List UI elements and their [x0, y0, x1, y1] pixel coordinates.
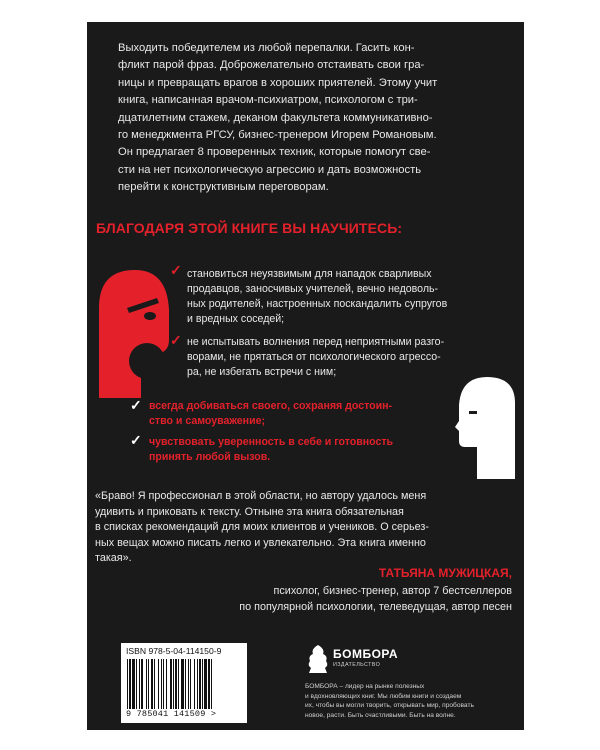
publisher-line: их, чтобы вы могли творить, открывать мир, пробовать [305, 702, 474, 710]
author-description [239, 584, 512, 615]
bombora-logo-icon [305, 644, 331, 674]
quote-line: такая». [95, 552, 132, 565]
calm-head-illustration [455, 375, 517, 479]
benefit-line: чувствовать уверенность в себе и готовность [149, 436, 394, 448]
publisher-line: БОМБОРА – лидер на рынке полезных [305, 683, 425, 690]
benefit-item [187, 267, 447, 327]
intro-line: го менеджмента РГСУ, бизнес-тренером Игорем Романовым. [118, 129, 437, 142]
quote-line: в списках рекомендаций для моих клиентов и учеников. О серьез- [95, 521, 429, 534]
benefit-line: всегда добиваться своего, сохраняя достоин- [149, 400, 393, 412]
angry-head-illustration [97, 268, 172, 398]
isbn-label: ISBN 978-5-04-114150-9 [126, 646, 222, 656]
barcode-number: 9 785041 141509 > [126, 709, 217, 719]
intro-line: ницы и превращать врагов в хороших приятелей. Этому учит [118, 76, 438, 89]
benefit-item [187, 335, 444, 380]
intro-line: книга, написанная врачом-психиатром, психологом с три- [118, 94, 418, 107]
publisher-name: БОМБОРА [333, 647, 399, 661]
publisher-line: новое, расти. Быть счастливыми. Быть на волне. [305, 711, 456, 719]
intro-line: перейти к конструктивным переговорам. [118, 181, 329, 194]
intro-line: фликт парой фраз. Доброжелательно отстаивать свои гра- [118, 59, 425, 72]
benefit-line: и вредных соседей; [187, 313, 285, 325]
intro-line: Выходить победителем из любой перепалки. Гасить кон- [118, 42, 415, 54]
intro-line: сти на нет психологическую агрессию и дать возможность [118, 163, 422, 176]
check-icon: ✓ [130, 432, 142, 448]
quote-line: ных вещах можно писать легко и увлекательно. Эта книга именно [95, 536, 426, 549]
publisher-description [305, 682, 515, 720]
benefit-line: становиться неуязвимым для нападок сварливых [187, 268, 432, 280]
check-icon: ✓ [170, 332, 182, 348]
barcode [121, 643, 247, 723]
quote-line: удивить и приковать к тексту. Отныне эта книга обязательная [95, 505, 404, 518]
quote-line: «Браво! Я профессионал в этой области, но автору удалось меня [95, 490, 427, 502]
check-icon: ✓ [170, 262, 182, 278]
check-icon: ✓ [130, 397, 142, 413]
benefit-line: ных родителей, настроенных поскандалить супругов [187, 298, 448, 310]
intro-line: дцатилетним стажем, деканом факультета коммуникативно- [118, 111, 433, 124]
author-desc-line: по популярной психологии, телеведущая, автор песен [239, 600, 512, 613]
quote-author: ТАТЬЯНА МУЖИЦКАЯ, [378, 566, 512, 580]
intro-line: Он предлагает 8 проверенных техник, которые помогут све- [118, 146, 431, 159]
benefit-line: не испытывать волнения перед неприятными разго- [187, 336, 445, 348]
benefit-line: принять любой вызов. [149, 451, 271, 463]
testimonial-quote [95, 489, 515, 567]
benefit-line: продавцов, заносчивых учителей, вечно недоволь- [187, 283, 439, 295]
publisher-subtitle: ИЗДАТЕЛЬСТВО [333, 662, 381, 668]
benefits-heading: БЛАГОДАРЯ ЭТОЙ КНИГЕ ВЫ НАУЧИТЕСЬ: [96, 220, 403, 236]
benefit-line: ство и самоуважение; [149, 415, 266, 427]
barcode-bars [127, 659, 241, 709]
author-desc-line: психолог, бизнес-тренер, автор 7 бестселлеров [273, 585, 512, 597]
intro-paragraph [118, 40, 518, 197]
benefit-line: ра, не избегать встречи с ним; [187, 366, 337, 378]
benefit-item [149, 399, 392, 429]
publisher-line: и вдохновляющих книг. Мы любим книги и создаем [305, 692, 462, 700]
benefit-item [149, 435, 393, 465]
benefit-line: ворами, не прятаться от психологического агрессо- [187, 351, 441, 363]
back-cover [87, 22, 524, 730]
